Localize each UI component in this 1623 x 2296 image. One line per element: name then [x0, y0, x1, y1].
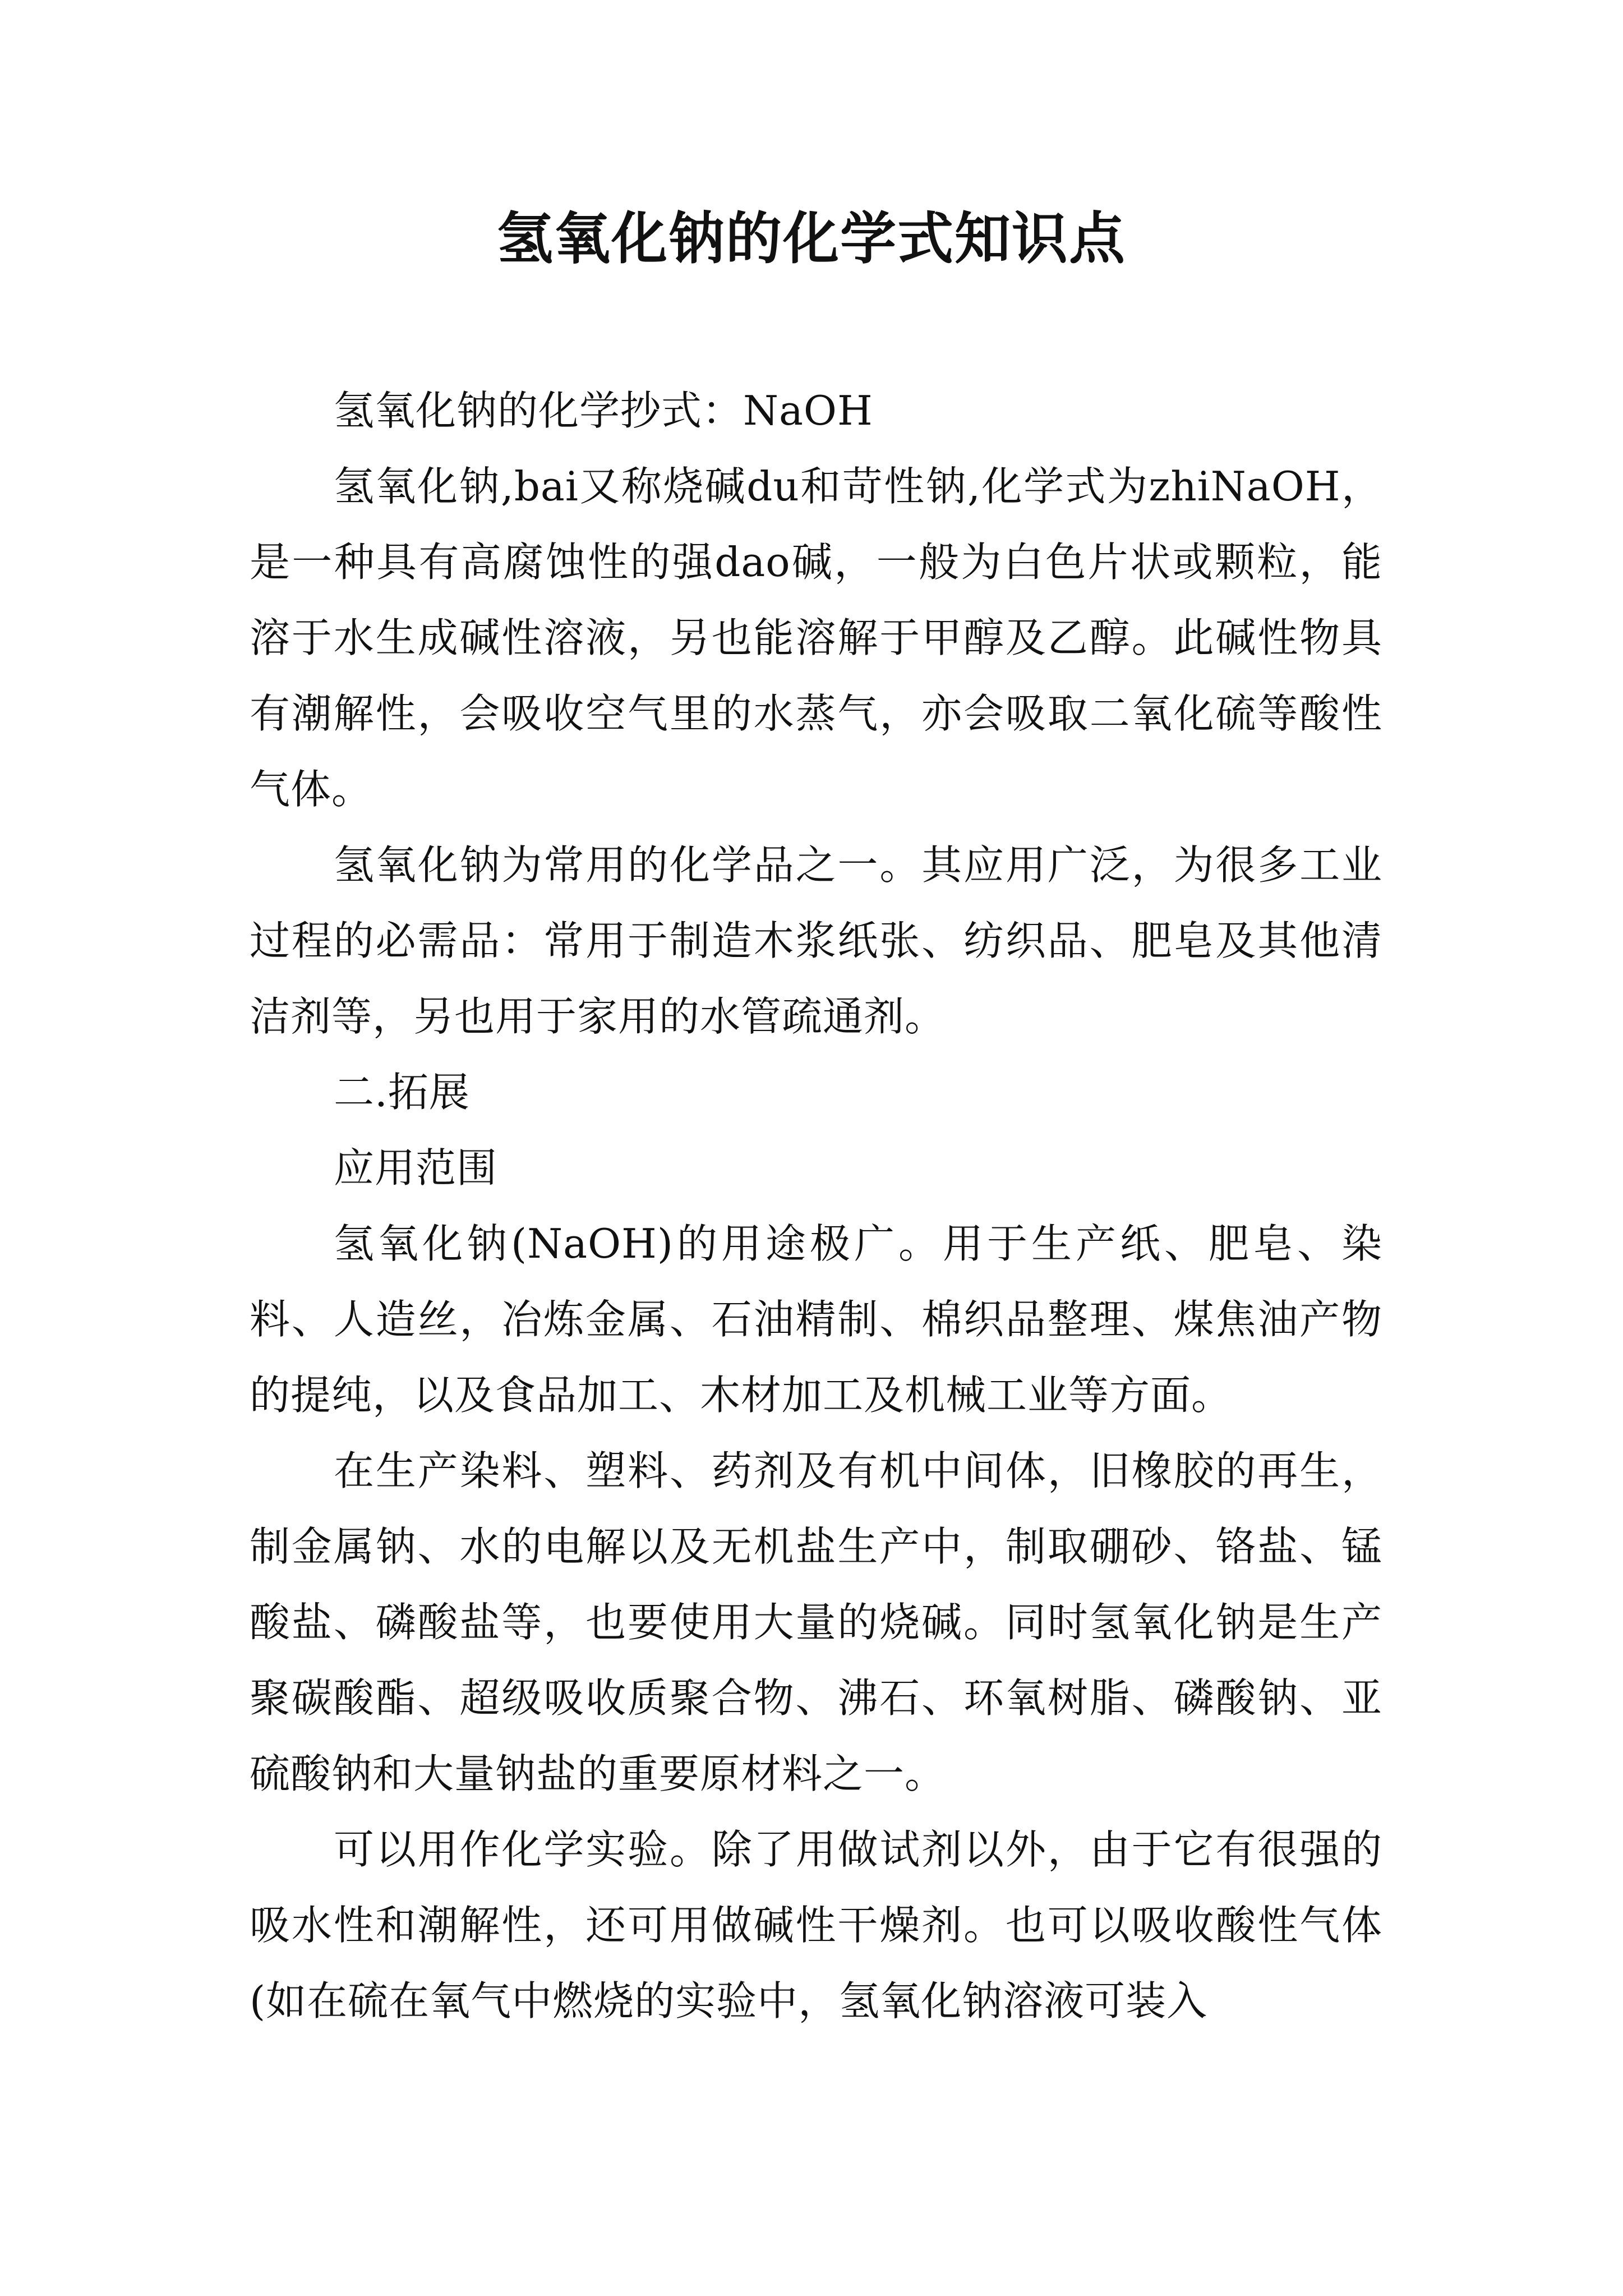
document-title: 氢氧化钠的化学式知识点: [497, 205, 1126, 272]
paragraph: 氢氧化钠的化学抄式：NaOH: [334, 387, 873, 434]
paragraph: 氢氧化钠为常用的化学品之一。其应用广泛，为很多工业过程的必需品：常用于制造木浆纸张、纺织品、肥皂及其他清洁剂等，另也用于家用的水管疏通剂。: [250, 841, 1382, 1040]
paragraph: 可以用作化学实验。除了用做试剂以外，由于它有很强的吸水性和潮解性，还可用做碱性干燥剂。也可以吸收酸性气体(如在硫在氧气中燃烧的实验中，氢氧化钠溶液可装入: [250, 1826, 1382, 2024]
paragraph: 氢氧化钠(NaOH)的用途极广。用于生产纸、肥皂、染料、人造丝，冶炼金属、石油精制、棉织品整理、煤焦油产物的提纯，以及食品加工、木材加工及机械工业等方面。: [250, 1220, 1382, 1419]
document-body: [250, 373, 1382, 2039]
paragraph: 在生产染料、塑料、药剂及有机中间体，旧橡胶的再生，制金属钠、水的电解以及无机盐生产中，制取硼砂、铬盐、锰酸盐、磷酸盐等，也要使用大量的烧碱。同时氢氧化钠是生产聚碳酸酯、超级吸收质聚合物、沸石、环氧树脂、磷酸钠、亚硫酸钠和大量钠盐的重要原材料之一。: [250, 1447, 1382, 1797]
paragraph: 氢氧化钠,bai又称烧碱du和苛性钠,化学式为zhiNaOH，是一种具有高腐蚀性的强dao碱，一般为白色片状或颗粒，能溶于水生成碱性溶液，另也能溶解于甲醇及乙醇。此碱性物具有潮解性，会吸收空气里的水蒸气，亦会吸取二氧化硫等酸性气体。: [250, 463, 1382, 813]
section-heading: 二.拓展: [334, 1069, 470, 1116]
subsection-heading: 应用范围: [334, 1144, 498, 1191]
